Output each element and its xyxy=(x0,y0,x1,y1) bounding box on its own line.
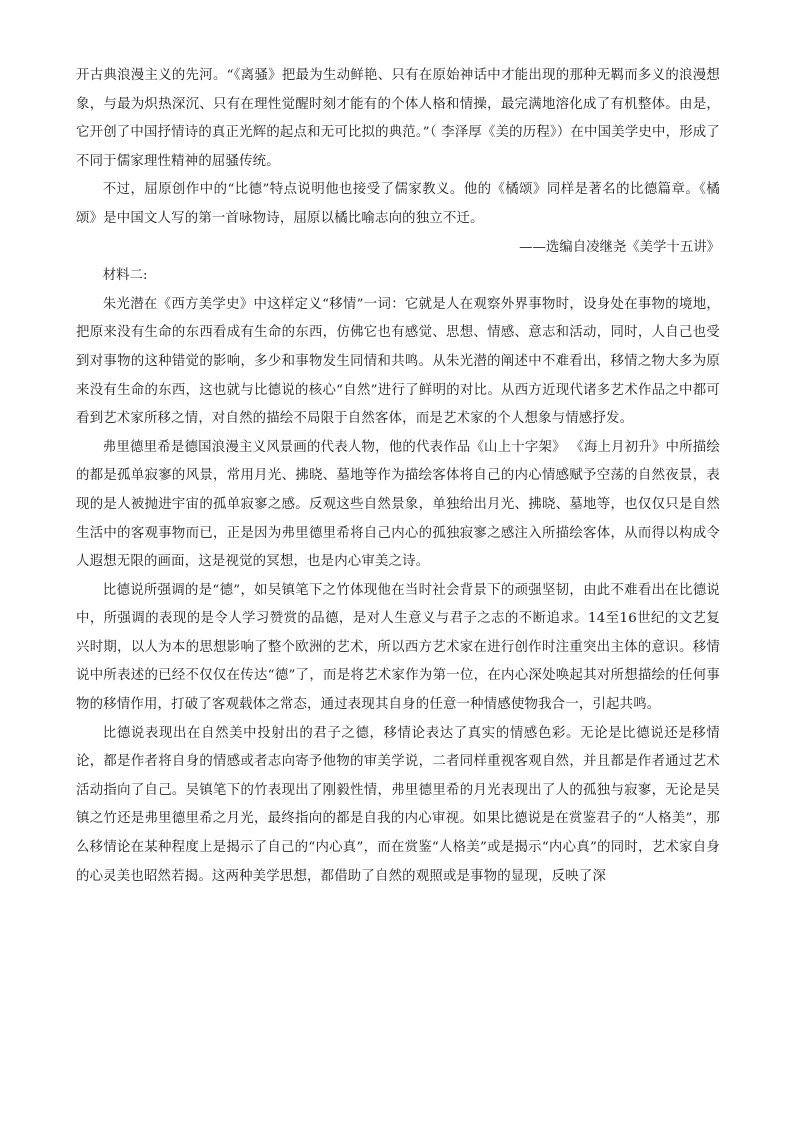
paragraph-friedrich: 弗里德里希是德国浪漫主义风景画的代表人物，他的代表作品《山上十字架》 《海上月初升》中所描绘的都是孤单寂寥的风景，常用月光、拂晓、墓地等作为描绘客体将自己的内心情感赋予空荡的自然夜景，表现的是人被抛进宇宙的孤单寂寥之感。反观这些自然景象，单独给出月光、拂晓、墓地等，也仅仅只是自然生活中的客观事物而已，正是因为弗里德里希将自己内心的孤独寂寥之感注入所描绘客体，从而得以构成令人遐想无限的画面，这是视觉的冥想，也是内心审美之诗。 xyxy=(76,439,720,570)
source-citation: ——选编自凌继尧《美学十五讲》 xyxy=(519,239,720,255)
material-two-heading: 材料二: xyxy=(102,268,148,284)
paragraph-comparison: 比德说表现出在自然美中投射出的君子之德，移情论表达了真实的情感色彩。无论是比德说还是移情论，都是作者将自身的情感或者志向寄予他物的审美学说，二者同样重视客观自然，并且都是作者通过艺术活动指向了自己。吴镇笔下的竹表现出了刚毅性情，弗里德里希的月光表现出了人的孤独与寂寥，无论是吴镇之竹还是弗里德里希之月光，最终指向的都是自我的内心审视。如果比德说是在赏鉴君子的“人格美”，那么移情论在某种程度上是揭示了自己的“内心真”，而在赏鉴“人格美”或是揭示“内心真”的同时，艺术家自身的心灵美也昭然若揭。这两种美学思想，都借助了自然的观照或是事物的显现，反映了深 xyxy=(76,725,720,884)
paragraph-empathy-definition: 朱光潜在《西方美学史》中这样定义“移情”一词：它就是人在观察外界事物时，设身处在事物的境地，把原来没有生命的东西看成有生命的东西，仿佛它也有感觉、思想、情感、意志和活动，同时，人自己也受到对事物的这种错觉的影响，多少和事物发生同情和共鸣。从朱光潜的阐述中不难看出，移情之物大多为原来没有生命的东西，这也就与比德说的核心“自然”进行了鲜明的对比。从西方近现代诸多艺术作品之中都可看到艺术家所移之情，对自然的描绘不局限于自然客体，而是艺术家的个人想象与情感抒发。 xyxy=(76,296,720,427)
paragraph-de: 比德说所强调的是“德”，如吴镇笔下之竹体现他在当时社会背景下的顽强坚韧，由此不难看出在比德说中，所强调的表现的是令人学习赞赏的品德，是对人生意义与君子之志的不断追求。14至16世纪的文艺复兴时期，以人为本的思想影响了整个欧洲的艺术，所以西方艺术家在进行创作时注重突出主体的意识。移情说中所表述的已经不仅仅在传达“德”了，而是将艺术家作为第一位，在内心深处唤起其对所想描绘的任何事物的移情作用，打破了客观载体之常态，通过表现其自身的任意一种情感使物我合一，引起共鸣。 xyxy=(76,582,720,713)
paragraph-bide: 不过，屈原创作中的“比德”特点说明他也接受了儒家教义。他的《橘颂》同样是著名的比德篇章。《橘颂》是中国文人写的第一首咏物诗，屈原以橘比喻志向的独立不迁。 xyxy=(76,182,720,226)
paragraph-continuation: 开古典浪漫主义的先河。“《离骚》把最为生动鲜艳、只有在原始神话中才能出现的那种无羁而多义的浪漫想象，与最为炽热深沉、只有在理性觉醒时刻才能有的个体人格和情操，最完满地溶化成了有机整体。由是，它开创了中国抒情诗的真正光辉的起点和无可比拟的典范。”（ 李泽厚《美的历程》）在中国美学史中，形成了不同于儒家理性精神的屈骚传统。 xyxy=(76,68,720,169)
document-page xyxy=(76,62,720,891)
